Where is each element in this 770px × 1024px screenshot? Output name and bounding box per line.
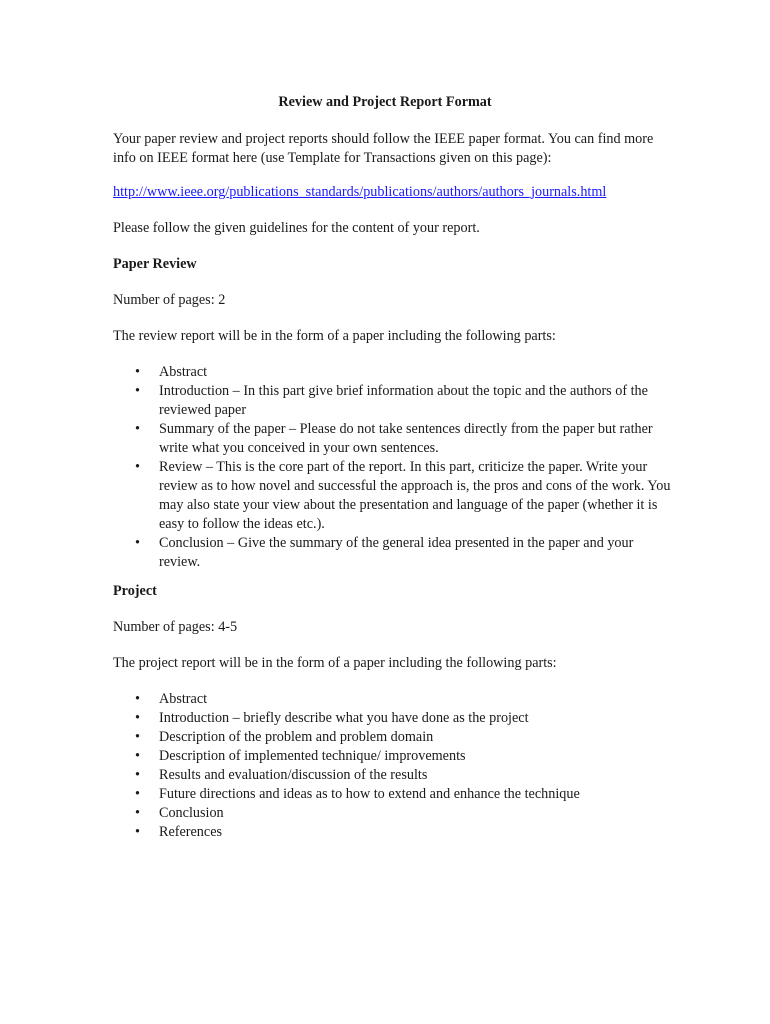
paper-review-lead: The review report will be in the form of a paper including the following parts: [113, 328, 556, 344]
list-item: • Abstract [113, 690, 673, 709]
project-lead: The project report will be in the form of a paper including the following parts: [113, 655, 557, 671]
project-pages: Number of pages: 4-5 [113, 619, 238, 635]
list-item: • Future directions and ideas as to how to extend and enhance the technique [113, 785, 673, 804]
list-item: • Conclusion – Give the summary of the general idea presented in the paper and your review. [113, 534, 673, 572]
project-list [113, 690, 673, 842]
list-item: • Introduction – In this part give brief information about the topic and the authors of the reviewed paper [113, 382, 673, 420]
list-item: • Description of the problem and problem domain [113, 728, 673, 747]
guidelines-paragraph: Please follow the given guidelines for the content of your report. [113, 220, 480, 236]
paper-review-heading: Paper Review [113, 256, 197, 272]
list-item: • Summary of the paper – Please do not take sentences directly from the paper but rather write what you conceived in your own sentences. [113, 420, 673, 458]
list-item: • Abstract [113, 363, 673, 382]
list-item: • Review – This is the core part of the report. In this part, criticize the paper. Write your review as to how novel and successful the approach is, the pros and cons of the work. You may also state your view about the presentation and language of the paper (whether it is easy to follow the ideas etc.). [113, 458, 673, 534]
list-item: • Conclusion [113, 804, 673, 823]
list-item: • References [113, 823, 673, 842]
list-item: • Results and evaluation/discussion of the results [113, 766, 673, 785]
paper-review-pages: Number of pages: 2 [113, 292, 226, 308]
paper-review-list [113, 363, 673, 572]
project-heading: Project [113, 583, 157, 599]
intro-paragraph: Your paper review and project reports should follow the IEEE paper format. You can find more info on IEEE format here (use Template for Transactions given on this page): [113, 131, 654, 166]
list-item: • Introduction – briefly describe what you have done as the project [113, 709, 673, 728]
list-item: • Description of implemented technique/ improvements [113, 747, 673, 766]
document-title: Review and Project Report Format [278, 94, 492, 110]
ieee-link[interactable]: http://www.ieee.org/publications_standards/publications/authors/authors_journals.html [113, 184, 607, 200]
